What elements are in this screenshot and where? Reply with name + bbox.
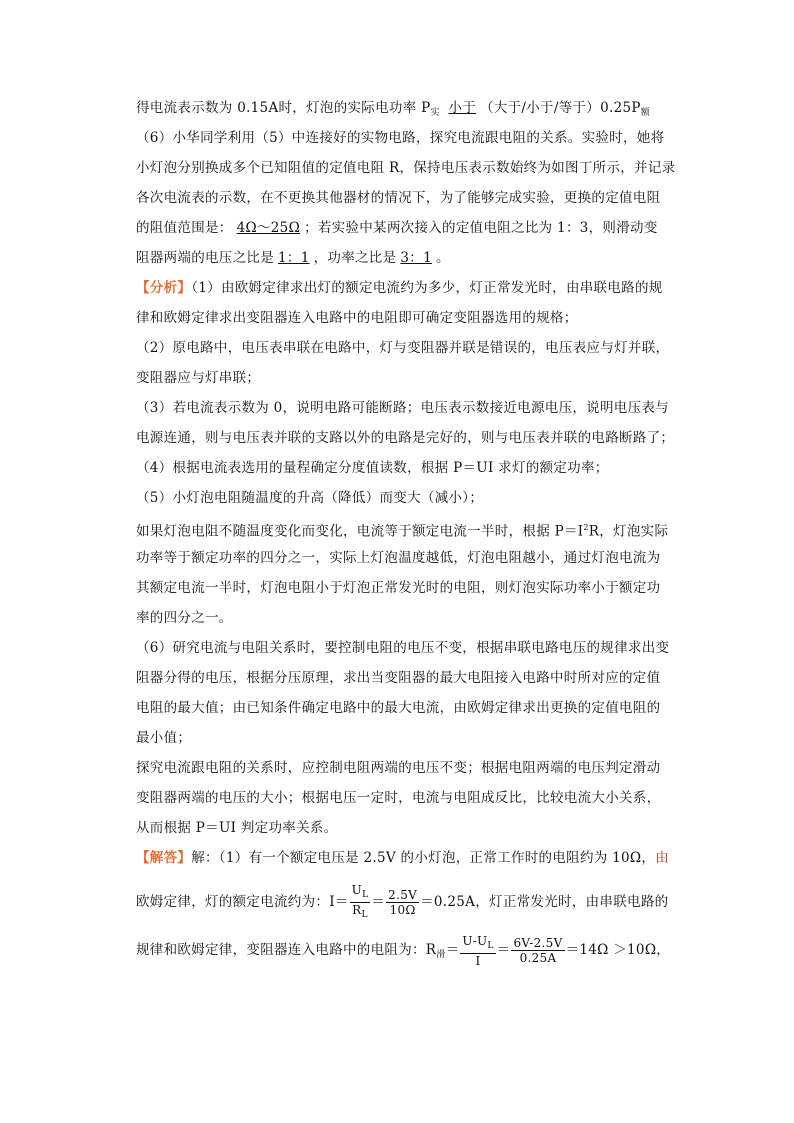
text-line: （3）若电流表示数为 0，说明电路可能断路；电压表示数接近电源电压，说明电压表与 bbox=[136, 400, 669, 416]
subscript: 实 bbox=[430, 108, 440, 118]
text-line bbox=[136, 248, 676, 278]
text-line: 阻器分得的电压，根据分压原理，求出当变阻器的最大电阻接入电路中时所对应的定值 bbox=[136, 670, 661, 686]
fraction: $\frac{U_L}{R_L}$ bbox=[351, 883, 369, 920]
document-page bbox=[136, 98, 676, 974]
text-line: 电阻的最大值；由已知条件确定电路中的最大电流，由欧姆定律求出更换的定值电阻的 bbox=[136, 700, 661, 716]
text-line: 电源连通，则与电压表并联的支路以外的电路是完好的，则与电压表并联的电路断路了； bbox=[136, 430, 675, 446]
text-line: 从而根据 P＝UI 判定功率关系。 bbox=[136, 820, 338, 836]
subscript: 滑 bbox=[436, 950, 446, 960]
text-line: 律和欧姆定律求出变阻器连入电路中的电阻即可确定变阻器选用的规格； bbox=[136, 310, 578, 326]
text: 。 bbox=[436, 250, 450, 266]
text-line: 各次电流表的示数，在不更换其他器材的情况下，为了能够完成实验，更换的定值电阻 bbox=[136, 190, 661, 206]
solution-tag: 【解答】 bbox=[136, 850, 192, 866]
text-line: （2）原电路中，电压表串联在电路中，灯与变阻器并联是错误的，电压表应与灯并联， bbox=[136, 340, 670, 356]
text: 得电流表示数为 0.15A时，灯泡的实际电功率 P bbox=[136, 100, 431, 116]
text-line: 变阻器两端的电压的大小；根据电压一定时，电流与电阻成反比，比较电流大小关系， bbox=[136, 790, 661, 806]
answer-blank: 1：1 bbox=[278, 250, 310, 266]
text-line bbox=[136, 218, 676, 248]
fraction: $\frac{6V-2.5V}{0.25A}$ bbox=[513, 936, 563, 965]
answer-blank: 小于 bbox=[448, 100, 476, 116]
text: 阻器两端的电压之比是 bbox=[136, 250, 274, 266]
text-line: 率的四分之一。 bbox=[136, 610, 233, 626]
text: 规律和欧姆定律，变阻器连入电路中的电阻为：R bbox=[136, 942, 437, 958]
text-line: 最小值； bbox=[136, 730, 192, 746]
text-line: （6）研究电流与电阻关系时，要控制电阻的电压不变，根据串联电路电压的规律求出变 bbox=[136, 640, 670, 656]
text: ＝ bbox=[371, 894, 386, 910]
fraction: $\frac{U-U_L}{I}$ bbox=[462, 933, 494, 968]
text: ＝14Ω ＞10Ω， bbox=[565, 942, 671, 958]
text: 由 bbox=[655, 850, 670, 866]
text: 的阻值范围是： bbox=[136, 220, 233, 236]
text: （1）由欧姆定律求出灯的额定电流约为多少，灯正常发光时，由串联电路的规 bbox=[191, 280, 663, 296]
text-line: 功率等于额定功率的四分之一，实际上灯泡温度越低，灯泡电阻越小，通过灯泡电流为 bbox=[136, 550, 661, 566]
text-line bbox=[136, 278, 676, 308]
superscript: 2 bbox=[583, 523, 589, 532]
text-line: （5）小灯泡电阻随温度的升高（降低）而变大（减小）； bbox=[136, 490, 484, 506]
text-line bbox=[136, 98, 676, 128]
formula-line bbox=[136, 926, 676, 974]
analysis-tag: 【分析】 bbox=[136, 280, 192, 296]
answer-blank: 3：1 bbox=[400, 250, 432, 266]
text: ；若实验中某两次接入的定值电阻之比为 1：3，则滑动变 bbox=[304, 220, 658, 236]
text-line: 变阻器应与灯串联； bbox=[136, 370, 261, 386]
text: ＝ bbox=[445, 942, 460, 958]
text-line: 其额定电流一半时，灯泡电阻小于灯泡正常发光时的电阻，则灯泡实际功率小于额定功 bbox=[136, 580, 661, 596]
text: 如果灯泡电阻不随温度变化而变化，电流等于额定电流一半时，根据 P＝I bbox=[136, 523, 584, 540]
text-line: （6）小华同学利用（5）中连接好的实物电路，探究电流跟电阻的关系。实验时，她将 bbox=[136, 130, 665, 146]
subscript: 额 bbox=[640, 108, 651, 118]
text-line: （4）根据电流表选用的量程确定分度值读数，根据 P＝UI 求灯的额定功率； bbox=[136, 460, 609, 476]
text: （大于/小于/等于）0.25P bbox=[480, 100, 641, 116]
fraction: $\frac{2.5V}{10\Omega}$ bbox=[388, 888, 418, 917]
text: ＝ bbox=[496, 942, 511, 958]
text: ＝0.25A，灯正常发光时，由串联电路的 bbox=[420, 894, 669, 910]
text: 解：（1）有一个额定电压是 2.5V 的小灯泡，正常工作时的电阻约为 10Ω， bbox=[191, 850, 656, 866]
text-line bbox=[136, 848, 676, 878]
text-line bbox=[136, 518, 676, 548]
answer-blank: 4Ω～25Ω bbox=[236, 220, 301, 236]
text-line: 探究电流跟电阻的关系时，应控制电阻两端的电压不变；根据电阻两端的电压判定滑动 bbox=[136, 760, 661, 776]
formula-line bbox=[136, 878, 676, 926]
text: ，功率之比是 bbox=[313, 250, 397, 266]
text-line: 小灯泡分别换成多个已知阻值的定值电阻 R，保持电压表示数始终为如图丁所示，并记录 bbox=[136, 160, 676, 176]
text: 欧姆定律，灯的额定电流约为：I＝ bbox=[136, 894, 349, 910]
text: R，灯泡实际 bbox=[588, 523, 669, 540]
